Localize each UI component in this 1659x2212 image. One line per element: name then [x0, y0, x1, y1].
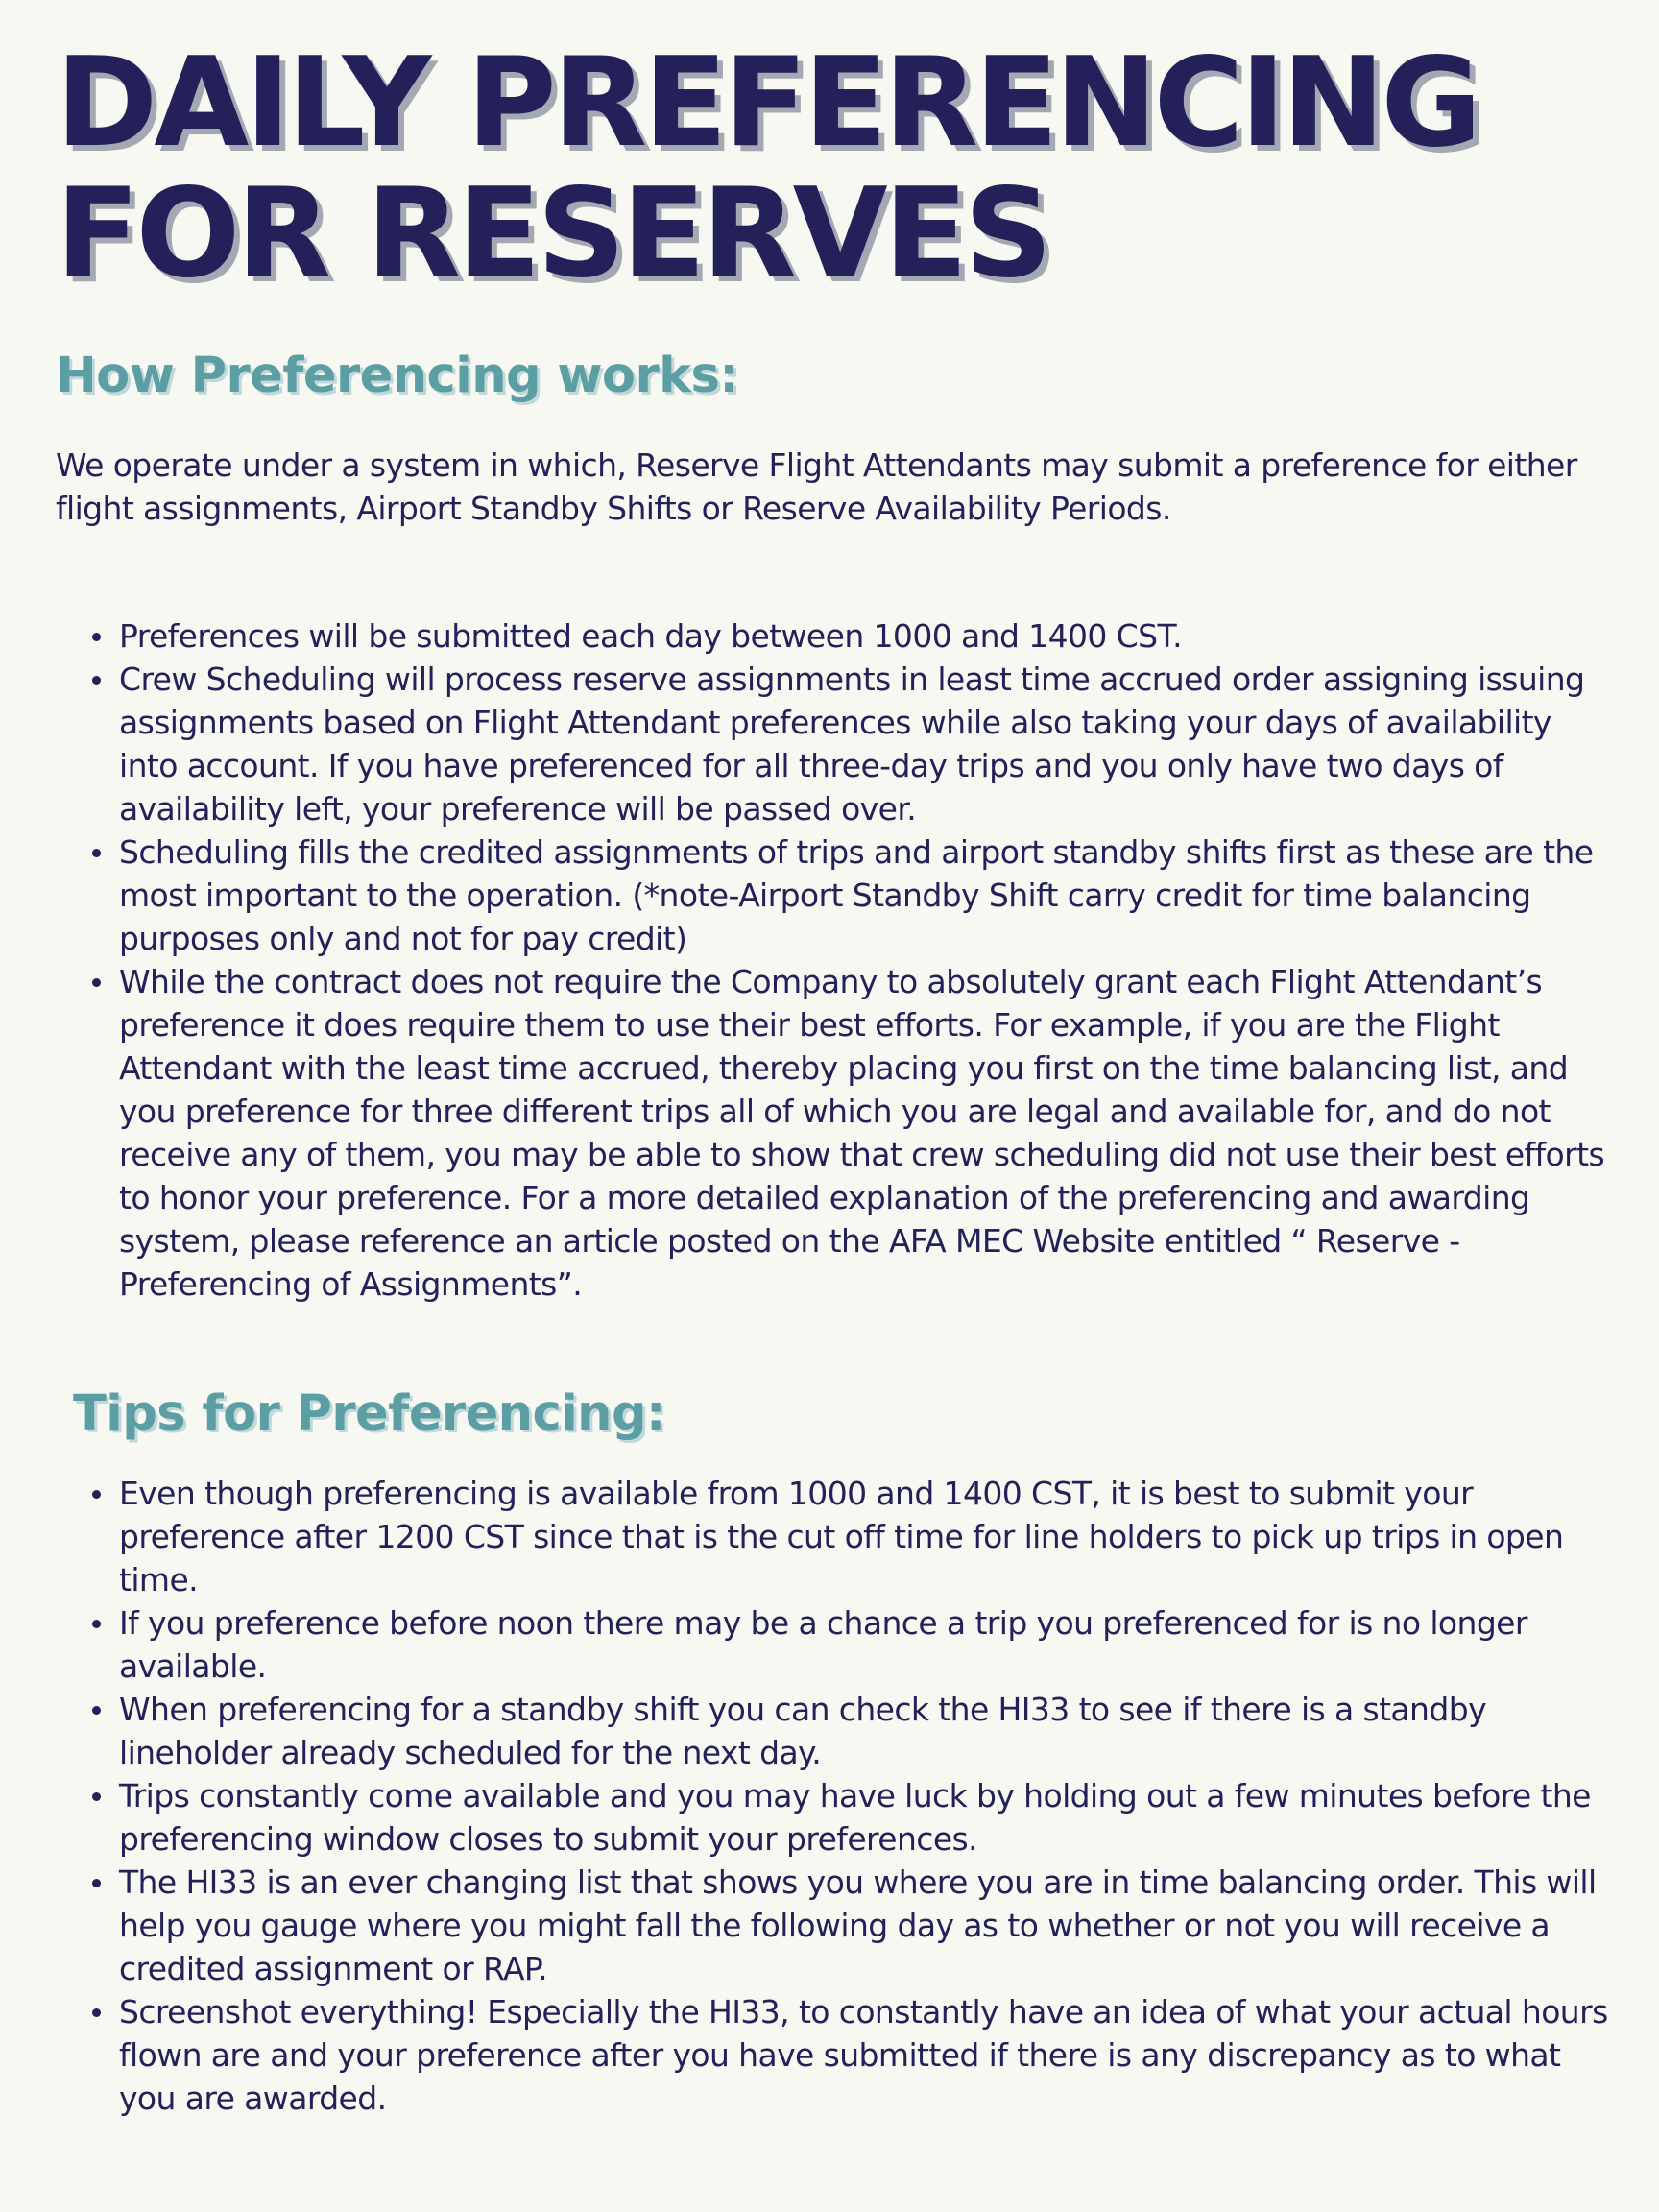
- page-title-line-1: DAILY PREFERENCING: [56, 32, 1479, 175]
- list-item: Crew Scheduling will process reserve assignments in least time accrued order assigning issuing assignments based on Flight Attendant preferences while also taking your days of availability into account. If you have preferenced for all three-day trips and you only have two days of availability left, your preference will be passed over.: [56, 658, 1611, 830]
- page-title: [56, 32, 1479, 305]
- how-preferencing-list: [56, 614, 1611, 1306]
- list-item: While the contract does not require the Company to absolutely grant each Flight Attendant’s preference it does require them to use their best efforts. For example, if you are the Flight Attendant with the least time accrued, thereby placing you first on the time balancing list, and you preference for three different trips all of which you are legal and available for, and do not receive any of them, you may be able to show that crew scheduling did not use their best efforts to honor your preference. For a more detailed explanation of the preferencing and awarding system, please reference an article posted on the AFA MEC Website entitled “ Reserve -Preferencing of Assignments”.: [56, 960, 1611, 1306]
- how-preferencing-heading: How Preferencing works:: [56, 348, 739, 404]
- list-item: Preferences will be submitted each day between 1000 and 1400 CST.: [56, 614, 1611, 658]
- list-item: Trips constantly come available and you may have luck by holding out a few minutes before the preferencing window closes to submit your preferences.: [56, 1774, 1611, 1861]
- list-item: The HI33 is an ever changing list that shows you where you are in time balancing order. This will help you gauge where you might fall the following day as to whether or not you will receive a credited assignment or RAP.: [56, 1861, 1611, 1990]
- intro-paragraph: We operate under a system in which, Reserve Flight Attendants may submit a preference for either flight assignments, Airport Standby Shifts or Reserve Availability Periods.: [56, 446, 1577, 527]
- list-item: Screenshot everything! Especially the HI33, to constantly have an idea of what your actual hours flown are and your preference after you have submitted if there is any discrepancy as to what you are awarded.: [56, 1990, 1611, 2120]
- list-item: When preferencing for a standby shift you can check the HI33 to see if there is a standby lineholder already scheduled for the next day.: [56, 1688, 1611, 1774]
- tips-list: [56, 1472, 1611, 2120]
- tips-heading: Tips for Preferencing:: [73, 1385, 665, 1442]
- list-item: If you preference before noon there may be a chance a trip you preferenced for is no longer available.: [56, 1601, 1611, 1688]
- list-item: Even though preferencing is available from 1000 and 1400 CST, it is best to submit your preference after 1200 CST since that is the cut off time for line holders to pick up trips in open time.: [56, 1472, 1611, 1601]
- list-item: Scheduling fills the credited assignments of trips and airport standby shifts first as these are the most important to the operation. (*note-Airport Standby Shift carry credit for time balancing purposes only and not for pay credit): [56, 830, 1611, 960]
- page-title-line-2: FOR RESERVES: [56, 162, 1049, 305]
